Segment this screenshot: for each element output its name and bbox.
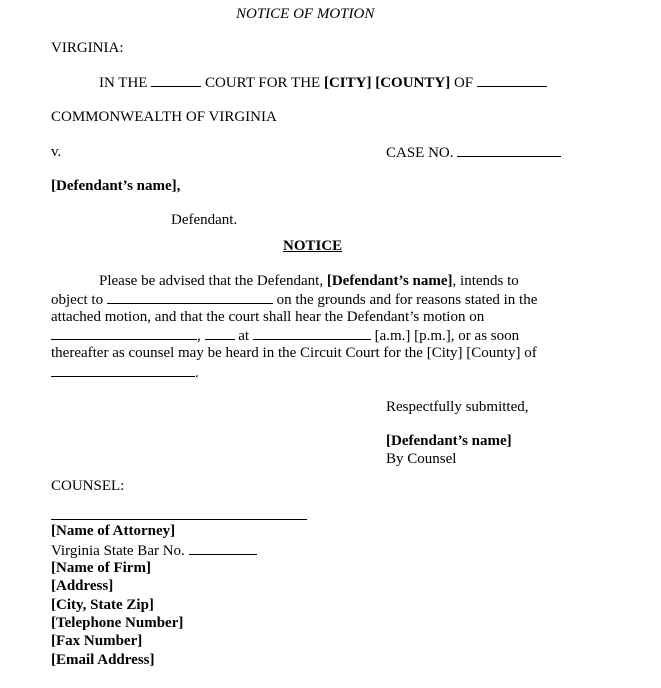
- body-line-1b: , intends to: [452, 273, 519, 289]
- signature-rule: [51, 519, 307, 520]
- court-city-county: [CITY] [COUNTY]: [323, 75, 451, 91]
- fax-number: [Fax Number]: [51, 633, 143, 649]
- state-label: VIRGINIA:: [51, 40, 124, 56]
- hearing-time-blank: [253, 326, 371, 340]
- body-line-2: [51, 290, 537, 309]
- defendant-label: Defendant.: [171, 212, 238, 228]
- email-address: [Email Address]: [51, 652, 155, 668]
- signature-defendant-name: [Defendant’s name]: [386, 433, 512, 449]
- hearing-year-blank: [205, 326, 235, 340]
- defendant-name-caption: [Defendant’s name],: [51, 178, 181, 194]
- versus: v.: [51, 144, 62, 160]
- notice-heading: NOTICE: [283, 238, 343, 254]
- body-line-3: attached motion, and that the court shall hear the Defendant’s motion on: [51, 309, 485, 325]
- court-type-blank: [151, 73, 201, 87]
- locality-blank: [51, 363, 195, 377]
- court-of: OF: [453, 75, 474, 91]
- body-line-5: thereafter as counsel may be heard in the Circuit Court for the [City] [County] of: [51, 345, 537, 361]
- bar-number-blank: [189, 541, 257, 555]
- city-state-zip: [City, State Zip]: [51, 597, 154, 613]
- address: [Address]: [51, 578, 114, 594]
- court-for-the: COURT FOR THE: [204, 75, 321, 91]
- case-number-line: [386, 143, 561, 162]
- body-line-1: [99, 272, 519, 290]
- case-no-label: CASE NO.: [386, 145, 454, 161]
- court-in-the: IN THE: [99, 75, 148, 91]
- body-line-1a: Please be advised that the Defendant,: [99, 273, 324, 289]
- telephone-number: [Telephone Number]: [51, 615, 184, 631]
- court-locality-blank: [477, 73, 547, 87]
- bar-number-label: Virginia State Bar No.: [51, 543, 185, 559]
- body-line-6: [51, 363, 199, 382]
- bar-number-line: [51, 541, 257, 560]
- case-no-blank: [457, 143, 561, 157]
- object-to-blank: [107, 290, 273, 304]
- firm-name: [Name of Firm]: [51, 560, 151, 576]
- attorney-name: [Name of Attorney]: [51, 523, 176, 539]
- body-line-6-end: .: [195, 365, 199, 381]
- document-title: NOTICE OF MOTION: [236, 6, 375, 22]
- body-line-2b: on the grounds and for reasons stated in the: [276, 292, 538, 308]
- by-counsel: By Counsel: [386, 451, 457, 467]
- body-line-4: [51, 326, 519, 345]
- body-defendant-name: [Defendant’s name]: [326, 273, 453, 289]
- court-line: [99, 73, 547, 92]
- body-line-4-ampm: [a.m.] [p.m.], or as soon: [374, 328, 520, 344]
- respectfully-submitted: Respectfully submitted,: [386, 399, 529, 415]
- body-line-2a: object to: [51, 292, 104, 308]
- hearing-date-blank: [51, 326, 197, 340]
- commonwealth-caption: COMMONWEALTH OF VIRGINIA: [51, 109, 277, 125]
- body-line-4-at: at: [238, 328, 250, 344]
- body-line-4-comma: ,: [197, 328, 201, 344]
- counsel-label: COUNSEL:: [51, 478, 125, 494]
